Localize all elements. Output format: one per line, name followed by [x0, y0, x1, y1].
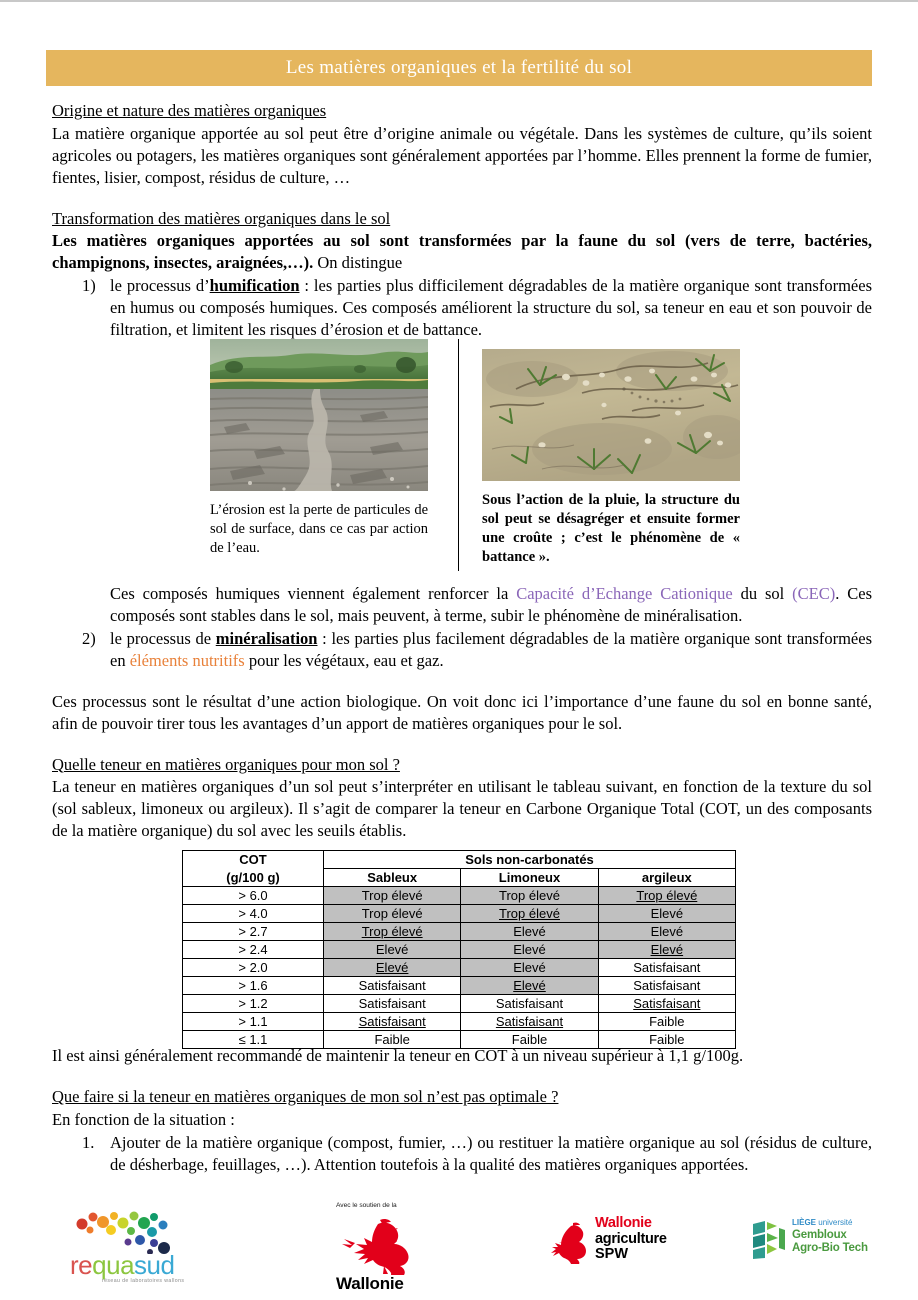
battance-photo: [482, 349, 740, 481]
footer-logos: [0, 1198, 918, 1300]
cell-limoneux: Faible: [461, 1031, 598, 1049]
figure-block: [210, 339, 750, 571]
table-row: [183, 995, 736, 1013]
cot-threshold-cell: > 6.0: [183, 887, 324, 905]
table-header-row-2: [183, 869, 736, 887]
cell-limoneux: Elevé: [461, 959, 598, 977]
cell-argileux: Satisfaisant: [598, 977, 735, 995]
header-sableux: Sableux: [324, 869, 461, 887]
header-cot-unit: (g/100 g): [183, 869, 324, 887]
cell-argileux: [598, 995, 735, 1013]
spw-line-wallonie: Wallonie: [595, 1215, 652, 1231]
cell-limoneux: [461, 905, 598, 923]
table-row: [183, 887, 736, 905]
table-row: [183, 977, 736, 995]
threshold-boundary-label: Elevé: [650, 942, 684, 957]
logo-uliege-gembloux: [752, 1218, 892, 1270]
header-limoneux: Limoneux: [461, 869, 598, 887]
table-row: [183, 959, 736, 977]
cec-term-full: Capacité d’Echange Cationique: [516, 584, 733, 604]
logo-wallonie: [330, 1202, 426, 1298]
item2-pre: le processus de: [110, 628, 216, 648]
action-text-1: Ajouter de la matière organique (compost, fumier, …) ou restituer la matière organique au sol (résidus de culture, de désherbage, feuillages, …). Attention toutefois à la qualité des matières organiques apportées.: [110, 1132, 872, 1174]
table-row: [183, 905, 736, 923]
table-row: [183, 941, 736, 959]
cell-argileux: Satisfaisant: [598, 959, 735, 977]
item1-keyword: humification: [209, 276, 300, 296]
requasud-dots-icon: [66, 1210, 216, 1254]
cell-sableux: [324, 959, 461, 977]
item2-mid: : les parties plus facilement dégradables de la matière organique sont transformées en: [110, 628, 873, 670]
paragraph-humique: [110, 583, 872, 627]
wallonie-support-text: Avec le soutien de la: [336, 1202, 397, 1209]
cot-threshold-cell: > 2.0: [183, 959, 324, 977]
requasud-tagline: réseau de laboratoires wallons: [102, 1278, 185, 1284]
caption-erosion: L’érosion est la perte de particules de sol de surface, dans ce cas par action de l’eau.: [210, 502, 428, 556]
cot-threshold-cell: > 1.1: [183, 1013, 324, 1031]
uliege-mark-icon: [752, 1220, 786, 1260]
threshold-boundary-label: Trop élevé: [636, 888, 698, 903]
spw-line-spw: SPW: [595, 1246, 629, 1262]
threshold-boundary-label: Satisfaisant: [633, 996, 701, 1011]
spw-wordmark: [595, 1216, 667, 1262]
cell-sableux: [324, 1013, 461, 1031]
lead-bold-text: Les matières organiques apportées au sol sont transformées par la faune du sol (vers de terre, bactéries, champignons, insectes, araignées,…).: [52, 231, 872, 273]
figure-battance: [482, 339, 740, 566]
cec-term-abbrev: (CEC): [792, 584, 836, 604]
nutrients-term: éléments nutritifs: [129, 650, 245, 670]
cell-argileux: Faible: [598, 1031, 735, 1049]
table-row: [183, 1031, 736, 1049]
cot-threshold-cell: ≤ 1.1: [183, 1031, 324, 1049]
uliege-wordmark: [792, 1218, 868, 1254]
paragraph-transformation-lead: [52, 230, 872, 274]
action-marker-1: 1.: [82, 1132, 95, 1152]
cell-argileux: [598, 887, 735, 905]
heading-que-faire: Que faire si la teneur en matières organiques de mon sol n’est pas optimale ?: [52, 1087, 559, 1107]
cell-limoneux: [461, 977, 598, 995]
requasud-wordmark: requasud: [70, 1250, 175, 1280]
paragraph-en-fonction: En fonction de la situation :: [52, 1109, 235, 1129]
cot-threshold-cell: > 4.0: [183, 905, 324, 923]
paragraph-teneur: La teneur en matières organiques d’un sol peut s’interpréter en utilisant le tableau suivant, en fonction de la texture du sol (sol sableux, limoneux ou argileux). Il s’agit de comparer la teneur en Carbone Organique Total (COT, un des composants de la matière organique) du sol avec les seuils établis.: [52, 777, 872, 841]
header-cot: COT: [183, 851, 324, 869]
cell-limoneux: Trop élevé: [461, 887, 598, 905]
cot-threshold-cell: > 1.6: [183, 977, 324, 995]
cot-threshold-cell: > 1.2: [183, 995, 324, 1013]
wallonie-wordmark: Wallonie: [336, 1274, 404, 1293]
threshold-boundary-label: Satisfaisant: [358, 1014, 426, 1029]
heading-transformation: Transformation des matières organiques dans le sol: [52, 208, 391, 228]
cell-sableux: Elevé: [324, 941, 461, 959]
cell-limoneux: Satisfaisant: [461, 995, 598, 1013]
table-row: [183, 1013, 736, 1031]
lead-rest-text: On distingue: [313, 253, 403, 273]
list-item-mineralisation: [52, 628, 872, 672]
uliege-line-liege: [792, 1218, 868, 1227]
item2-keyword: minéralisation: [215, 628, 318, 648]
item1-post: : les parties plus difficilement dégradables de la matière organique sont transformées en humus ou composés humiques. Ces composés améliorent la structure du sol, sa teneur en eau et son pouvoir de filtration, et limitent les risques d’érosion et de battance.: [110, 276, 872, 340]
actions-list: [52, 1132, 872, 1176]
paragraph-after-table: Il est ainsi généralement recommandé de maintenir la teneur en COT à un niveau supérieur à 1,1 g/100g.: [52, 1046, 744, 1066]
cell-argileux: Elevé: [598, 905, 735, 923]
heading-teneur: Quelle teneur en matières organiques pour mon sol ?: [52, 754, 400, 774]
process-list: [52, 275, 872, 341]
cell-limoneux: [461, 1013, 598, 1031]
threshold-boundary-label: Elevé: [375, 960, 409, 975]
cell-sableux: Faible: [324, 1031, 461, 1049]
cell-sableux: Satisfaisant: [324, 995, 461, 1013]
header-argileux: argileux: [598, 869, 735, 887]
uliege-line-agrobiotech: Agro-Bio Tech: [792, 1242, 868, 1254]
humique-post: . Ces composés sont stables dans le sol, mais peuvent, à terme, subir le phénomène de minéralisation.: [110, 584, 873, 625]
logo-spw-agriculture: [551, 1216, 691, 1278]
cot-threshold-cell: > 2.4: [183, 941, 324, 959]
paragraph-origine: La matière organique apportée au sol peut être d’origine animale ou végétale. Dans les systèmes de culture, qu’ils soient agricoles ou potagers, les matières organiques sont généralement apportées par l’homme. Elles prennent la forme de fumier, fientes, lisier, compost, résidus de culture, …: [52, 123, 872, 187]
threshold-boundary-label: Trop élevé: [499, 906, 560, 921]
page-title: Les matières organiques et la fertilité du sol: [285, 57, 633, 78]
erosion-photo: [210, 339, 428, 491]
item1-pre: le processus d’: [110, 276, 210, 296]
cell-sableux: Satisfaisant: [324, 977, 461, 995]
list-item-humification: [52, 275, 872, 341]
cot-table-container: [182, 850, 736, 1049]
cell-argileux: Elevé: [598, 923, 735, 941]
header-sols-non-carbonates: Sols non-carbonatés: [324, 851, 736, 869]
heading-origine: Origine et nature des matières organiques: [52, 101, 327, 120]
figure-divider: [458, 339, 459, 571]
cell-limoneux: Elevé: [461, 941, 598, 959]
cell-sableux: Trop élevé: [324, 887, 461, 905]
cot-table-head: [183, 851, 736, 887]
cell-sableux: Trop élevé: [324, 905, 461, 923]
uliege-liege-bold: LIÈGE: [792, 1218, 817, 1227]
humique-pre: Ces composés humiques viennent également renforcer la: [110, 584, 517, 604]
page-title-banner: [46, 50, 872, 86]
process-list-2: [52, 628, 872, 672]
uliege-line-gembloux: Gembloux: [792, 1229, 847, 1241]
threshold-boundary-label: Elevé: [513, 978, 546, 993]
list-item-ajouter: [52, 1132, 872, 1176]
threshold-boundary-label: Satisfaisant: [495, 1014, 564, 1029]
logo-requasud: [66, 1210, 216, 1290]
cell-argileux: [598, 941, 735, 959]
cot-table-body: [183, 887, 736, 1049]
paragraph-closing-biologique: Ces processus sont le résultat d’une action biologique. On voit donc ici l’importance d’une faune du sol en bonne santé, afin de pouvoir tirer tous les avantages d’un apport de matières organiques pour le sol.: [52, 691, 872, 733]
cell-argileux: Faible: [598, 1013, 735, 1031]
uliege-universite: université: [816, 1218, 853, 1227]
threshold-boundary-label: Trop élevé: [361, 924, 423, 939]
cot-threshold-cell: > 2.7: [183, 923, 324, 941]
caption-battance: Sous l’action de la pluie, la structure du sol peut se désagréger et ensuite former une croûte ; c’est le phénomène de « battance ».: [482, 492, 740, 565]
walloon-rooster-icon: [334, 1218, 424, 1276]
spw-rooster-icon: [551, 1222, 591, 1264]
table-header-row-1: [183, 851, 736, 869]
humique-mid: du sol: [732, 584, 793, 604]
cell-sableux: [324, 923, 461, 941]
list-marker-2: 2): [82, 628, 96, 648]
table-row: [183, 923, 736, 941]
spw-line-agriculture: agriculture: [595, 1230, 667, 1247]
list-marker-1: 1): [82, 276, 96, 296]
cot-table: [182, 850, 736, 1049]
figure-erosion: [210, 339, 428, 558]
item2-post: pour les végétaux, eau et gaz.: [244, 650, 444, 670]
cell-limoneux: Elevé: [461, 923, 598, 941]
